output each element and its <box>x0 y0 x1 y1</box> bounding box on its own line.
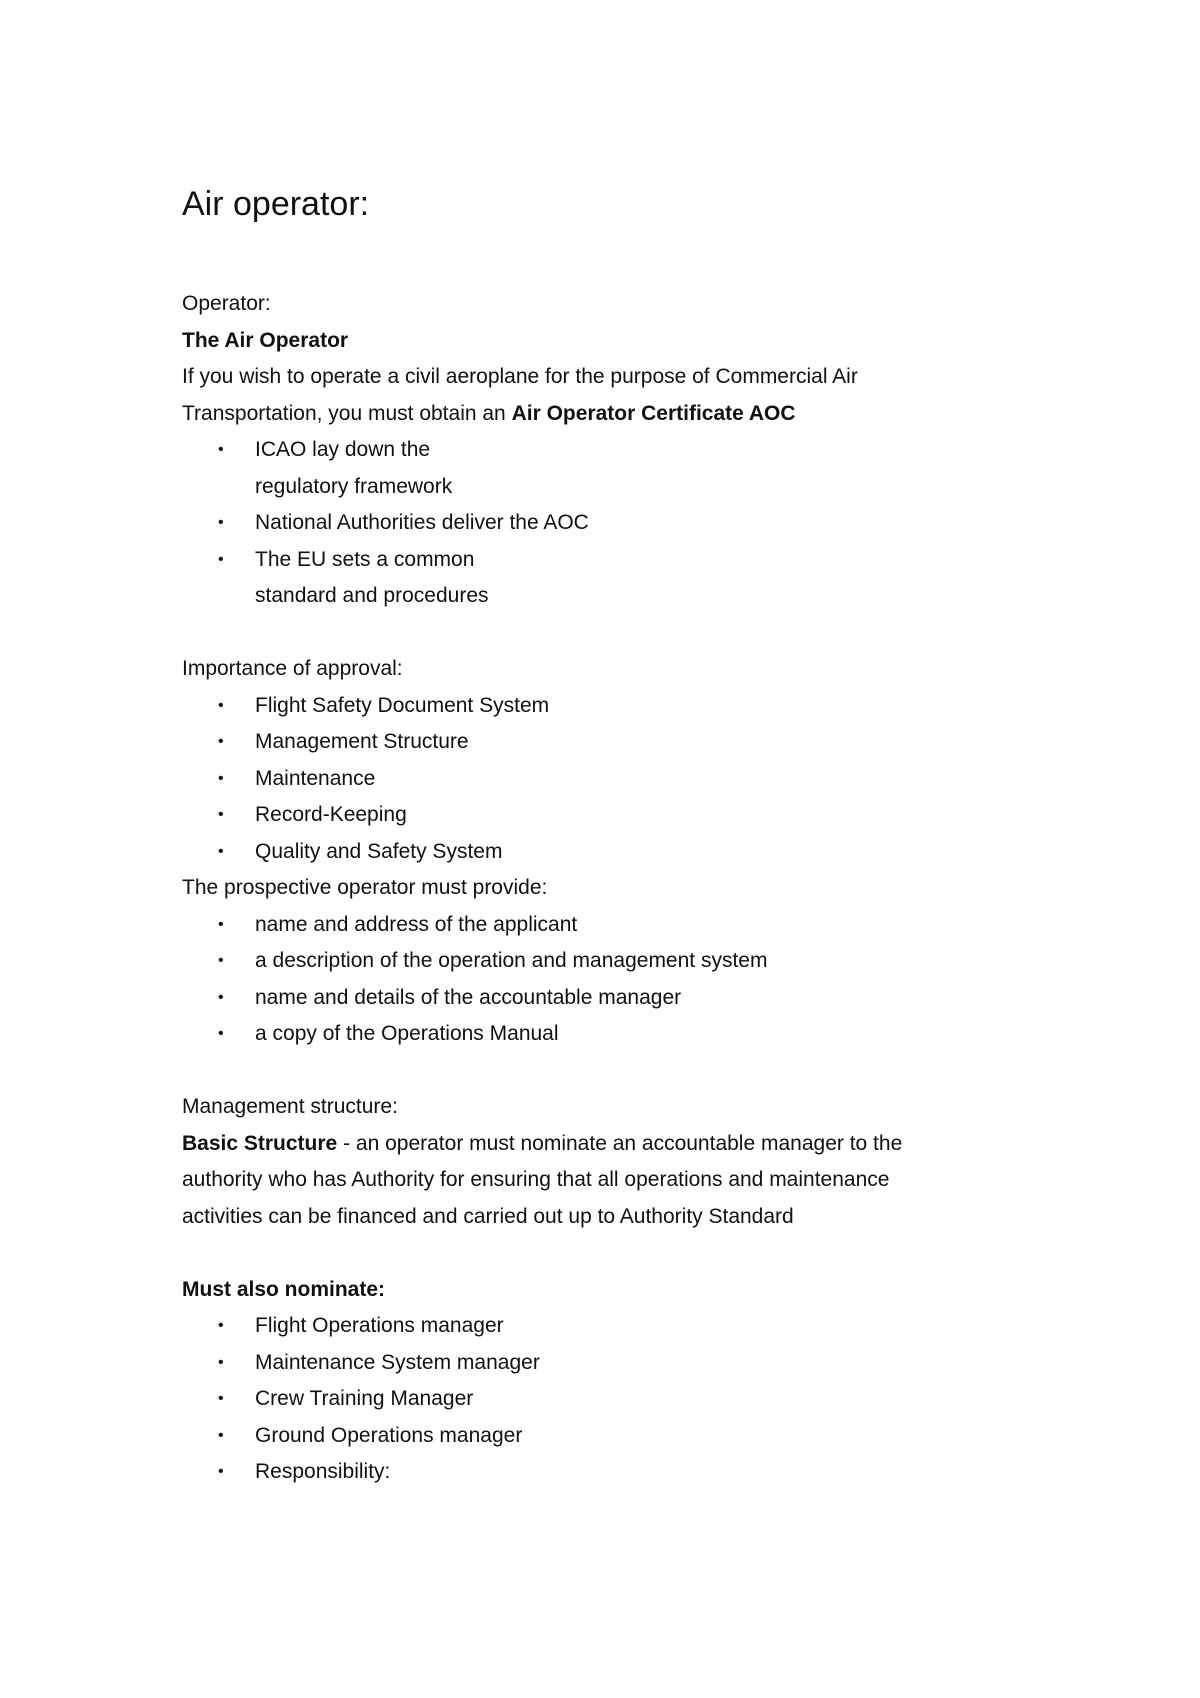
bullet-icon: • <box>218 1463 224 1480</box>
bullet-icon: • <box>218 1025 224 1042</box>
list-item-text: a copy of the Operations Manual <box>255 1022 559 1045</box>
list-item-text: The EU sets a common <box>255 547 475 571</box>
bullet-icon: • <box>218 1317 224 1334</box>
approval-heading: Importance of approval: <box>182 657 403 680</box>
bullet-icon: • <box>218 842 224 860</box>
prospective-heading: The prospective operator must provide: <box>182 876 548 899</box>
bullet-icon: • <box>218 550 224 568</box>
list-item <box>182 1418 1082 1455</box>
list-item-text: Responsibility: <box>255 1460 391 1483</box>
list-item-text: Crew Training Manager <box>255 1387 474 1410</box>
list-item-text: Record-Keeping <box>255 803 407 826</box>
bullet-icon: • <box>218 769 224 787</box>
bullet-icon: • <box>218 806 224 823</box>
list-item-continuation <box>182 469 1082 506</box>
list-item-text: Quality and Safety System <box>255 839 503 863</box>
bullet-icon: • <box>218 733 224 750</box>
list-item <box>182 1016 1082 1053</box>
operator-subheading: The Air Operator <box>182 328 349 352</box>
list-item <box>182 797 1082 834</box>
list-item-text: Ground Operations manager <box>255 1423 523 1447</box>
bullet-icon: • <box>218 1390 224 1407</box>
list-item-text: Flight Operations manager <box>255 1314 504 1337</box>
operator-paragraph-text: Transportation, you must obtain an <box>182 401 512 425</box>
approval-bullet-list <box>182 688 1082 871</box>
list-item <box>182 432 1082 469</box>
bullet-icon: • <box>218 441 224 458</box>
list-item-text: National Authorities deliver the AOC <box>255 511 589 534</box>
nominate-bullet-list <box>182 1308 1082 1491</box>
bullet-icon: • <box>218 1426 224 1444</box>
list-item <box>182 1345 1082 1382</box>
list-item-text: ICAO lay down the <box>255 438 431 461</box>
document-content <box>182 176 1082 1491</box>
list-item <box>182 1308 1082 1345</box>
prospective-bullet-list <box>182 907 1082 1053</box>
operator-bullet-list <box>182 432 1082 615</box>
management-paragraph-text: - an operator must nominate an accountable manager to the <box>337 1131 903 1155</box>
operator-heading: Operator: <box>182 292 271 315</box>
operator-paragraph-line-1: If you wish to operate a civil aeroplane for the purpose of Commercial Air <box>182 365 858 388</box>
list-item <box>182 834 1082 871</box>
list-item-text: a description of the operation and management system <box>255 949 768 972</box>
bullet-icon: • <box>218 915 224 933</box>
aoc-term: Air Operator Certificate AOC <box>511 401 796 425</box>
list-item <box>182 505 1082 542</box>
list-item <box>182 943 1082 980</box>
management-paragraph-line-3: activities can be financed and carried out up to Authority Standard <box>182 1204 794 1228</box>
page-title: Air operator: <box>182 185 370 223</box>
operator-paragraph-line-2 <box>182 396 1082 433</box>
management-paragraph-line-1 <box>182 1126 1082 1163</box>
bullet-icon: • <box>218 696 224 714</box>
list-item <box>182 542 1082 579</box>
nominate-heading: Must also nominate: <box>182 1277 386 1301</box>
list-item <box>182 1381 1082 1418</box>
management-paragraph-line-2: authority who has Authority for ensuring that all operations and maintenance <box>182 1168 890 1191</box>
spacer <box>182 232 1082 286</box>
management-heading: Management structure: <box>182 1095 398 1118</box>
bullet-icon: • <box>218 952 224 969</box>
list-item <box>182 724 1082 761</box>
bullet-icon: • <box>218 988 224 1006</box>
list-item-text: name and address of the applicant <box>255 912 578 936</box>
list-item-text: name and details of the accountable manager <box>255 985 682 1009</box>
list-item-text: Flight Safety Document System <box>255 693 550 717</box>
basic-structure-term: Basic Structure <box>182 1131 338 1155</box>
list-item <box>182 980 1082 1017</box>
list-item-text: regulatory framework <box>255 474 453 498</box>
list-item-text: Maintenance System manager <box>255 1350 540 1374</box>
list-item-text: Maintenance <box>255 766 376 790</box>
bullet-icon: • <box>218 514 224 531</box>
spacer <box>182 615 1082 652</box>
spacer <box>182 1235 1082 1272</box>
list-item-continuation <box>182 578 1082 615</box>
list-item-text: standard and procedures <box>255 584 489 607</box>
list-item <box>182 761 1082 798</box>
list-item-text: Management Structure <box>255 730 469 753</box>
bullet-icon: • <box>218 1353 224 1371</box>
list-item <box>182 907 1082 944</box>
spacer <box>182 1053 1082 1090</box>
list-item <box>182 1454 1082 1491</box>
list-item <box>182 688 1082 725</box>
